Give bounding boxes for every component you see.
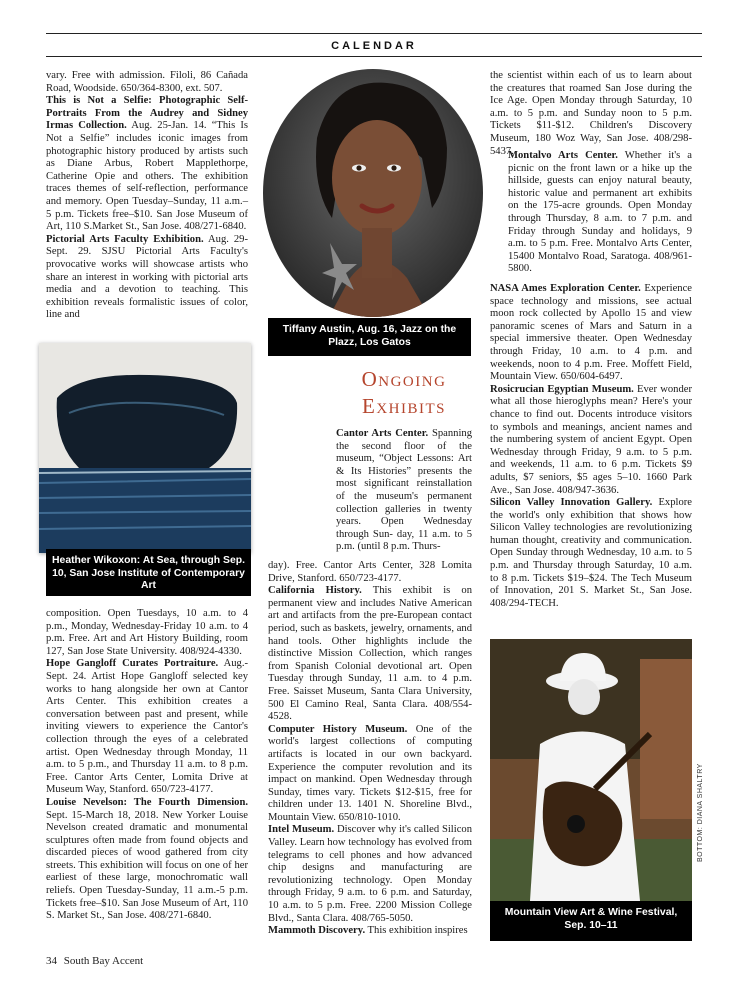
heather-wilcoxon-caption: Heather Wikoxon: At Sea, through Sep. 10, San Jose Institute of Contemporary Art <box>46 549 251 596</box>
listing-entry <box>490 384 692 497</box>
listing-entry <box>46 234 248 322</box>
listing-entry <box>490 283 692 384</box>
column-3-rest <box>490 283 692 610</box>
listing-title: Silicon Valley Innovation Gallery. <box>490 497 653 509</box>
heather-wilcoxon-painting <box>39 343 251 553</box>
guitarist-illustration <box>490 639 692 901</box>
listing-entry <box>336 428 472 554</box>
column-2-cantor <box>336 428 472 554</box>
tiffany-austin-photo <box>262 68 484 330</box>
listing-text: Aug. 29-Sept. 29. SJSU Pictorial Arts Faculty's provocative works will showcase artists who share an interest in working with pictorial arts media and a devotion to teaching. This exhibition reveals formalistic issues of color, line and <box>46 233 248 321</box>
listing-text: day). Free. Cantor Arts Center, 328 Lomita Drive, Stanford. 650/723-4177. <box>268 560 472 584</box>
listing-text: Aug. 25-Jan. 14. “This Is Not a Selfie” includes iconic images from photographic history produced by artists such as Diane Arbus, Robert Mapplethorpe, Catherine Opie and others. The exhibition traces themes of self-reflection, performance and memory. Open Tuesday–Sunday, 11 a.m.–5 p.m. Tickets free–$10. San Jose Museum of Art, 110 S.Market St., San Jose. 408/271-6840. <box>46 120 249 233</box>
listing-text: One of the world's largest collections of computing artifacts is located in our own backyard. Experience the computer revolution and its impact on mankind. Open Wednesday through Sunday, times vary. Tickets $12-$15, free for children under 13. 1401 N. Shoreline Blvd., Mountain View. 650/810-1010. <box>268 723 472 823</box>
listing-entry <box>46 658 248 797</box>
listing-title: Cantor Arts Center. <box>336 428 429 439</box>
listing-text: Whether it's a picnic on the front lawn or a hike up the hillside, guests can enjoy natural beauty, historic value and permanent art exhibits on the 175-acre grounds. Open Monday through Thursday, 8 a.m. to 7 p.m. and Friday through Sunday and holidays, 9 a.m. to 5 p.m. Free. Montalvo Arts Center, 15400 Montalvo Road, Saratoga. 408/961-5800. <box>508 150 692 275</box>
section-header: CALENDAR <box>331 40 417 52</box>
listing-entry <box>46 70 248 95</box>
publication-name: South Bay Accent <box>63 955 144 967</box>
listing-title: Montalvo Arts Center. <box>508 150 618 161</box>
listing-entry <box>46 608 248 658</box>
listing-entry <box>490 70 692 158</box>
tiffany-austin-caption: Tiffany Austin, Aug. 16, Jazz on the Plazz, Los Gatos <box>268 318 471 356</box>
column-3-top <box>490 70 692 158</box>
page-number: 34 <box>46 955 57 967</box>
listing-entry <box>268 724 472 825</box>
listing-title: This is Not a Selfie: Photographic Self-Portraits From the Audrey and Sidney Irmas Collection. <box>46 95 248 132</box>
listing-entry <box>268 824 472 925</box>
portrait-illustration <box>262 68 484 330</box>
listing-text: composition. Open Tuesdays, 10 a.m. to 4 p.m., Monday, Wednesday-Friday 10 a.m. to 4 p.m. Free. Art and Art History Building, room 127, San Jose State University. 408/924-4330. <box>46 608 248 657</box>
photo-credit: BOTTOM: DIANA SHALTRY <box>697 763 704 862</box>
listing-title: California History. <box>268 585 362 597</box>
column-1-bottom <box>46 608 248 923</box>
listing-entry <box>268 585 472 724</box>
header-rule <box>46 56 702 57</box>
listing-text: vary. Free with admission. Filoli, 86 Cañada Road, Woodside. 650/364-8300, ext. 507. <box>46 70 248 94</box>
listing-title: NASA Ames Exploration Center. <box>490 283 641 294</box>
column-1-top <box>46 70 248 322</box>
listing-text: Discover why it's called Silicon Valley. Learn how technology has evolved from telegrams to cell phones and how advanced chip designs and manufacturing are revolutionizing technology. Open Monday through Friday, 9 a.m. to 6 p.m. and Saturday, 10 a.m. to 5 p.m. Free. 2200 Mission College Blvd., Santa Clara. 408/765-5050. <box>268 824 472 924</box>
listing-entry <box>268 925 472 938</box>
listing-text: Ever wonder what all those hieroglyphs mean? Here's your chance to find out. Docents introduce visitors to symbols and meanings, ancient names and the numbering system of ancient Egypt. Open Wednesday through Friday, 9 a.m. to 5 p.m. and weekends, 11 a.m. to 6 p.m. Tickets $9 adults, $7 seniors, $5 ages 5–10. 1660 Park Ave., San Jose. 408/947-3636. <box>490 383 692 496</box>
listing-entry <box>508 150 692 276</box>
painting-illustration <box>39 343 251 553</box>
column-3-montalvo <box>508 150 692 276</box>
listing-entry <box>268 560 472 585</box>
page-footer <box>46 955 143 967</box>
listing-title: Louise Nevelson: The Fourth Dimension. <box>46 796 248 808</box>
listing-title: Hope Gangloff Curates Portraiture. <box>46 658 219 670</box>
ongoing-exhibits-title <box>340 366 468 420</box>
listing-entry <box>46 797 248 923</box>
ongoing-title-line1: Ongoing <box>361 367 447 391</box>
listing-title: Mammoth Discovery. <box>268 925 366 937</box>
column-2-main <box>268 560 472 938</box>
listing-title: Intel Museum. <box>268 824 335 836</box>
listing-text: Aug.-Sept. 24. Artist Hope Gangloff selected key works to hang alongside her own at Cantor Arts Center. This exhibition creates a conversation between past and present, while inviting viewers to experience the Cantor's collection through the eyes of a celebrated artist. Open Wednesday through Monday, 11 a.m. to 5 p.m., and Thursday 11 a.m. to 8 p.m. Free. Cantor Arts Center, Lomita Drive at Museum Way, Stanford. 650/723-4177. <box>46 658 248 796</box>
listing-title: Pictorial Arts Faculty Exhibition. <box>46 233 204 245</box>
mountain-view-caption: Mountain View Art & Wine Festival, Sep. 10–11 <box>490 901 692 941</box>
listing-title: Computer History Museum. <box>268 723 408 735</box>
listing-text: Experience space technology and missions, see actual moon rock collected by Apollo 15 and view panoramic scenes of Mars and Saturn in a special immersive theater. Open Wednesday through Friday, 10 a.m. to 4 p.m. and weekends, noon to 4 p.m. Free. Moffett Field, Mountain View. 650/604-6497. <box>490 283 692 383</box>
ongoing-title-line2: Exhibits <box>362 394 446 418</box>
listing-text: This exhibition inspires <box>365 925 468 937</box>
mountain-view-photo <box>490 639 692 901</box>
listing-text: Explore the world's only exhibition that shows how Silicon Valley technologies are revolutionizing human thought, creativity and communication. Open Sunday through Wednesday, 10 a.m. to 5 p.m. and Thursday through Saturday, 10 a.m. to 8 p.m. Tickets $19–$24. The Tech Museum of Innovation, 201 S. Market St., San Jose. 408/294-TECH. <box>490 497 692 609</box>
listing-entry <box>46 95 248 234</box>
listing-title: Rosicrucian Egyptian Museum. <box>490 383 634 395</box>
top-rule <box>46 33 702 34</box>
listing-entry <box>490 497 692 610</box>
listing-text: Sept. 15-March 18, 2018. New Yorker Louise Nevelson created dramatic and monumental sculptures often made from found objects and discarded pieces of wood gathered from city streets. This exhibition will focus on one of her earliest of these large, monochromatic wall reliefs. Open Tuesday-Sunday, 11 a.m.-5 p.m. Tickets free–$10. San Jose Museum of Art, 110 S. Market St., San Jose. 408/271-6840. <box>46 809 248 922</box>
listing-text: Spanning the second floor of the museum, “Object Lessons: Art & Its Histories” presents the most significant reinstallation of the museum's permanent collection galleries in twenty years. Open Wednesday through Sun- day, 11 a.m. to 5 p.m. (until 8 p.m. Thurs- <box>336 428 473 553</box>
listing-text: This exhibit is on permanent view and includes Native American art and artifacts from the pre-European contact period, such as baskets, jewelry, ornaments, and hand tools. Other highlights include the distinctive Mission Collection, which ranges from Spanish Colonial devotional art. Open Tuesday through Sunday, 11 a.m. to 4 p.m. Free. Saisset Museum, Santa Clara University, 500 El Camino Real, Santa Clara. 408/554-4528. <box>268 585 472 723</box>
listing-text: the scientist within each of us to learn about the creatures that roamed San Jose during the Ice Age. Open Monday through Saturday, 10 a.m. to 5 p.m. and Sunday noon to 5 p.m. Tickets $11-$12. Children's Discovery Museum, 180 Woz Way, San Jose. 408/298-5437. <box>490 70 692 157</box>
